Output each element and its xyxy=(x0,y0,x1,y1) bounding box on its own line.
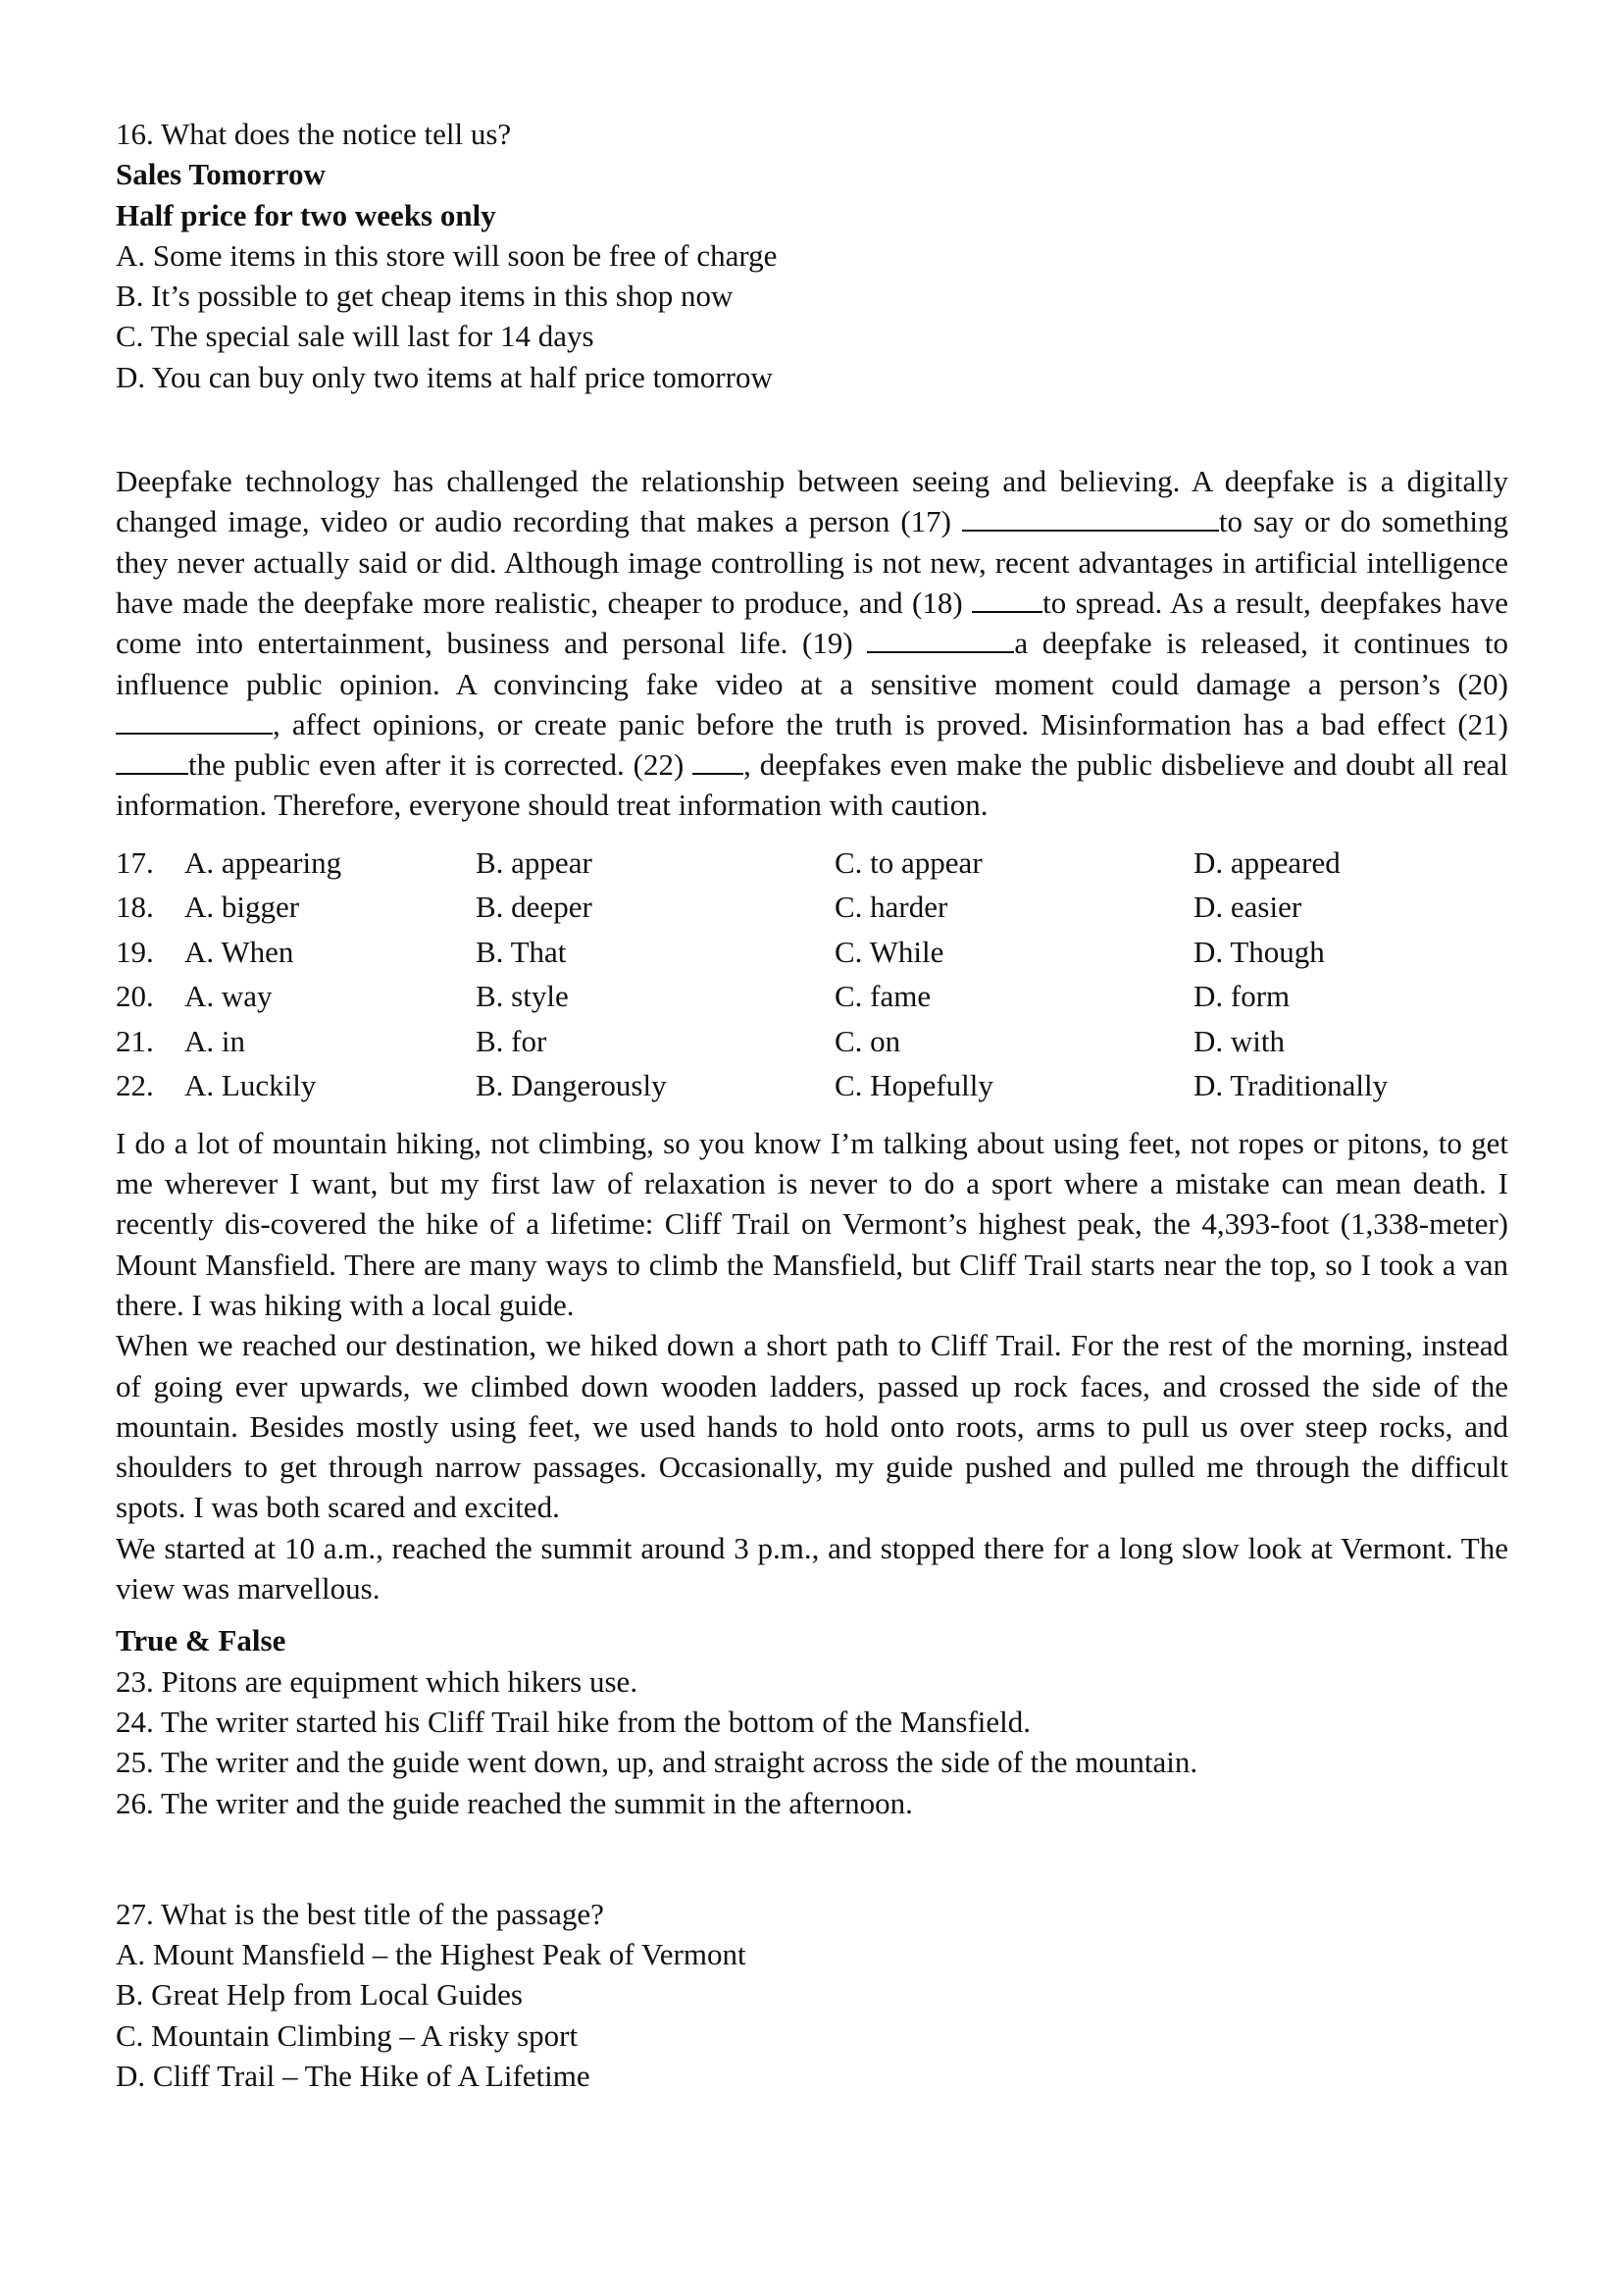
table-row xyxy=(116,1022,1508,1067)
hiking-paragraph-1: I do a lot of mountain hiking, not climbing, so you know I’m talking about using feet, not ropes or pitons, to get me wherever I want, but my first law of relaxation is never to do a sport where a mistake can mean death. I recently dis-covered the hike of a lifetime: Cliff Trail on Vermont’s highest peak, the 4,393-foot (1,338-meter) Mount Mansfield. There are many ways to climb the Mansfield, but Cliff Trail starts near the top, so I took a van there. I was hiking with a local guide. xyxy=(116,1125,1508,1322)
blank-21 xyxy=(116,747,188,775)
table-row xyxy=(116,843,1508,889)
option-d: D. easier xyxy=(1193,890,1302,925)
question-16-text: 16. What does the notice tell us? xyxy=(116,117,512,151)
q27-option-a: A. Mount Mansfield – the Highest Peak of Vermont xyxy=(116,1937,746,1972)
row-number: 19. xyxy=(116,934,154,969)
option-c: C. While xyxy=(835,934,944,969)
document-page xyxy=(116,114,1508,2096)
tf-item-25: 25. The writer and the guide went down, up, and straight across the side of the mountain. xyxy=(116,1745,1198,1780)
tf-item-23: 23. Pitons are equipment which hikers use. xyxy=(116,1663,638,1699)
option-a: A. When xyxy=(184,934,294,969)
q16-option-b: B. It’s possible to get cheap items in this shop now xyxy=(116,279,734,314)
option-c: C. fame xyxy=(835,979,932,1014)
hiking-paragraph-3: We started at 10 a.m., reached the summit around 3 p.m., and stopped there for a long slow look at Vermont. The view was marvellous. xyxy=(116,1530,1508,1606)
tf-item-24: 24. The writer started his Cliff Trail hike from the bottom of the Mansfield. xyxy=(116,1704,1032,1739)
passage-text: Deepfake technology has challenged the relationship between seeing and believing. A deepfake is a digitally changed image, video or audio recording that makes a person (17) xyxy=(116,464,1508,539)
q16-option-c: C. The special sale will last for 14 days xyxy=(116,319,594,354)
blank-22 xyxy=(692,747,743,775)
notice-title: Sales Tomorrow xyxy=(116,157,326,192)
question-27 xyxy=(116,1894,1508,2096)
hiking-paragraph-2: When we reached our destination, we hiked down a short path to Cliff Trail. For the rest of the morning, instead of going ever upwards, we climbed down wooden ladders, passed up rock faces, and crossed the side of the mountain. Besides mostly using feet, we used hands to hold onto roots, arms to pull us over steep rocks, and shoulders to get through narrow passages. Occasionally, my guide pushed and pulled me through the difficult spots. I was both scared and excited. xyxy=(116,1328,1508,1525)
option-a: A. Luckily xyxy=(184,1068,317,1103)
row-number: 17. xyxy=(116,844,154,880)
question-27-text: 27. What is the best title of the passage? xyxy=(116,1896,604,1931)
table-row xyxy=(116,977,1508,1022)
option-b: B. appear xyxy=(476,844,592,880)
passage-text: , deepfakes even make the public disbelieve and doubt all real information. Therefore, everyone should treat information with caution. xyxy=(116,747,1508,823)
passage-text: the public even after it is corrected. (22) xyxy=(188,747,693,783)
passage-text: , affect opinions, or create panic before the truth is proved. Misinformation has a bad effect (21) xyxy=(273,706,1508,741)
question-16 xyxy=(116,114,1508,397)
option-d: D. appeared xyxy=(1193,844,1341,880)
option-a: A. appearing xyxy=(184,844,342,880)
option-c: C. to appear xyxy=(835,844,983,880)
option-a: A. way xyxy=(184,979,273,1014)
passage-text: to spread. As a result, deepfakes have come into entertainment, business and personal life. (19) xyxy=(116,585,1508,661)
row-number: 21. xyxy=(116,1023,154,1058)
passage-text: to say or do something they never actually said or did. Although image controlling is not new, recent advantages in artificial intelligence have made the deepfake more realistic, cheaper to produce, and (18) xyxy=(116,504,1509,620)
row-number: 18. xyxy=(116,890,154,925)
q27-option-c: C. Mountain Climbing – A risky sport xyxy=(116,2017,579,2053)
option-c: C. harder xyxy=(835,890,948,925)
deepfake-passage xyxy=(116,461,1508,826)
notice-subtitle: Half price for two weeks only xyxy=(116,197,496,232)
tf-item-26: 26. The writer and the guide reached the summit in the afternoon. xyxy=(116,1785,913,1820)
q16-option-a: A. Some items in this store will soon be free of charge xyxy=(116,237,778,273)
row-number: 22. xyxy=(116,1068,154,1103)
hiking-passage xyxy=(116,1123,1508,1609)
option-d: D. Traditionally xyxy=(1193,1068,1389,1103)
passage-text: a deepfake is released, it continues to influence public opinion. A convincing fake video at a sensitive moment could damage a person’s (20) xyxy=(116,626,1508,701)
blank-19 xyxy=(867,626,1014,653)
blank-20 xyxy=(116,707,273,735)
row-number: 20. xyxy=(116,979,154,1014)
option-d: D. with xyxy=(1193,1023,1285,1058)
table-row xyxy=(116,933,1508,978)
table-row xyxy=(116,888,1508,933)
true-false-list xyxy=(116,1661,1508,1823)
option-a: A. bigger xyxy=(184,890,300,925)
option-a: A. in xyxy=(184,1023,245,1058)
q27-option-d: D. Cliff Trail – The Hike of A Lifetime xyxy=(116,2058,590,2093)
option-c: C. on xyxy=(835,1023,901,1058)
blank-17 xyxy=(962,504,1219,532)
option-b: B. for xyxy=(476,1023,547,1058)
blank-18 xyxy=(972,586,1042,613)
true-false-heading: True & False xyxy=(116,1623,286,1658)
table-row xyxy=(116,1066,1508,1111)
option-b: B. Dangerously xyxy=(476,1068,667,1103)
option-b: B. style xyxy=(476,979,569,1014)
option-d: D. Though xyxy=(1193,934,1325,969)
option-b: B. That xyxy=(476,934,567,969)
option-d: D. form xyxy=(1193,979,1291,1014)
options-table xyxy=(116,843,1508,1111)
q27-option-b: B. Great Help from Local Guides xyxy=(116,1977,523,2013)
option-b: B. deeper xyxy=(476,890,592,925)
q16-option-d: D. You can buy only two items at half price tomorrow xyxy=(116,359,773,394)
option-c: C. Hopefully xyxy=(835,1068,993,1103)
